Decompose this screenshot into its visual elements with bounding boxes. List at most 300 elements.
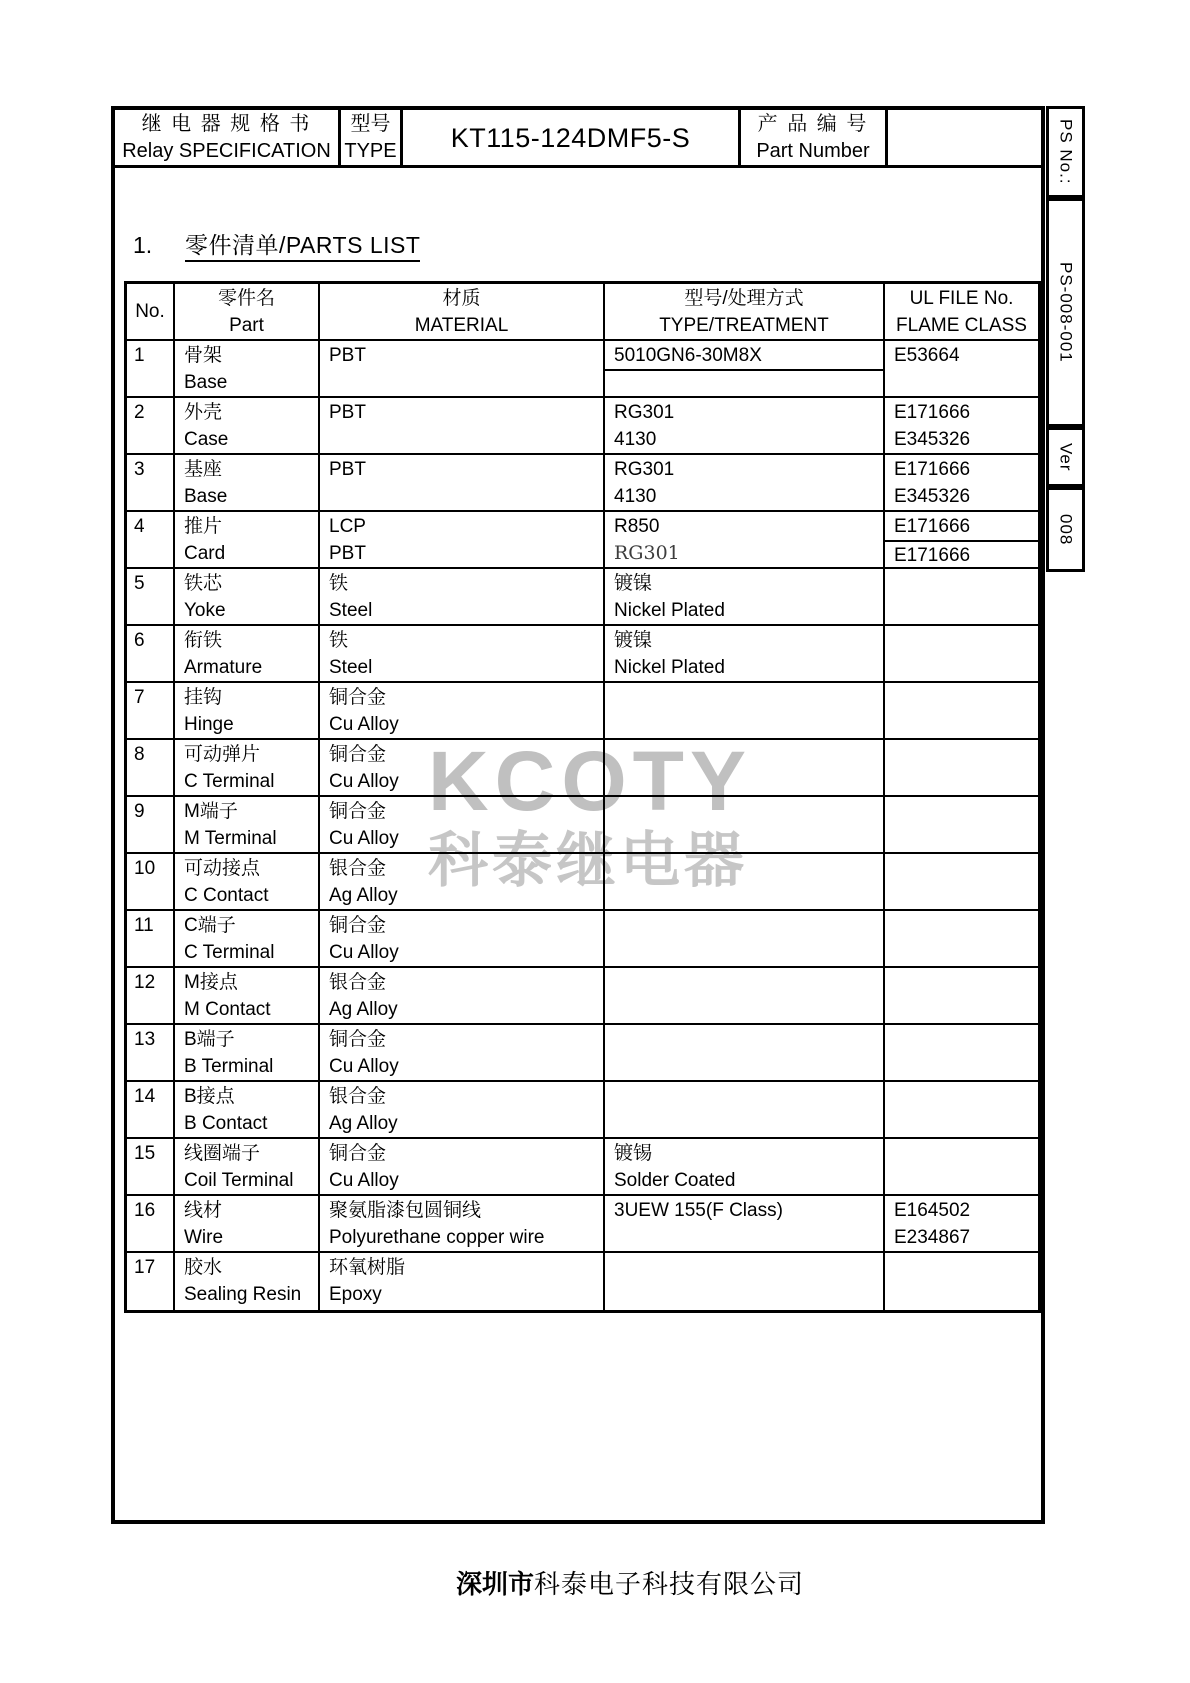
cell-part: [175, 455, 320, 510]
cell-text: E164502: [894, 1200, 971, 1221]
cell-text: 铜合金: [329, 1029, 387, 1050]
watermark-logo-text: KCOTY: [428, 734, 752, 828]
table-row: [127, 968, 1038, 1025]
type-value-cell: [403, 110, 741, 165]
cell-text: 4130: [614, 429, 657, 450]
cell-type: [605, 455, 885, 510]
cell-text: 镀镍: [614, 573, 653, 594]
cell-text: 基座: [184, 459, 223, 480]
relay-type-value: KT115-124DMF5-S: [450, 122, 691, 153]
row-number: 5: [134, 573, 145, 594]
sidebar-ver-value-box: [1046, 487, 1085, 572]
parts-table: [124, 281, 1041, 1313]
cell-text: M接点: [184, 972, 238, 993]
cell-type: [605, 341, 885, 396]
header-part-cn: 零件名: [217, 287, 275, 309]
cell-text: [605, 1281, 883, 1308]
cell-text: Cu Alloy: [329, 828, 399, 849]
cell-text: [605, 1053, 883, 1080]
cell-text: 镀镍: [614, 630, 653, 651]
row-number: 8: [134, 744, 145, 765]
cell-text: 铜合金: [329, 687, 387, 708]
cell-no: [127, 1082, 175, 1137]
cell-text: [885, 683, 1038, 711]
cell-text: 聚氨脂漆包圆铜线: [329, 1200, 482, 1221]
cell-part: [175, 740, 320, 795]
cell-text: Ag Alloy: [329, 885, 398, 906]
cell-text: PBT: [329, 459, 366, 480]
cell-ul: [885, 398, 1038, 453]
cell-text: 可动弹片: [184, 744, 261, 765]
watermark-cn-text: 科泰继电器: [428, 827, 748, 894]
cell-text: [605, 825, 883, 852]
row-number: 10: [134, 858, 156, 879]
cell-material: [320, 512, 605, 567]
cell-material: [320, 341, 605, 396]
cell-text: 5010GN6-30M8X: [605, 341, 883, 371]
cell-ul: [885, 569, 1038, 624]
cell-text: Ag Alloy: [329, 1113, 398, 1134]
cell-text: 镀锡: [614, 1143, 653, 1164]
cell-part: [175, 854, 320, 909]
cell-text: 推片: [184, 516, 223, 537]
footer-company-name: [0, 1564, 1190, 1601]
cell-no: [127, 854, 175, 909]
cell-text: Nickel Plated: [614, 657, 725, 678]
cell-text: 线圈端子: [184, 1143, 261, 1164]
cell-type: [605, 569, 885, 624]
cell-ul: [885, 626, 1038, 681]
row-number: 16: [134, 1200, 156, 1221]
cell-part: [175, 512, 320, 567]
sidebar-ver-label-box: [1046, 427, 1085, 487]
row-number: 3: [134, 459, 145, 480]
cell-text: 外壳: [184, 402, 223, 423]
cell-material: [320, 911, 605, 966]
cell-text: [885, 911, 1038, 939]
cell-text: 3UEW 155(F Class): [614, 1200, 783, 1221]
cell-material: [320, 797, 605, 852]
cell-text: C端子: [184, 915, 236, 936]
cell-text: 衔铁: [184, 630, 223, 651]
cell-no: [127, 341, 175, 396]
cell-text: 胶水: [184, 1257, 223, 1278]
cell-material: [320, 740, 605, 795]
section-title-text: 零件清单/PARTS LIST: [185, 232, 420, 262]
cell-text: Card: [184, 543, 226, 564]
table-row: [127, 1025, 1038, 1082]
cell-text: [605, 768, 883, 795]
header-type-en: TYPE/TREATMENT: [659, 314, 829, 336]
cell-text: [885, 825, 1038, 852]
cell-text: Epoxy: [329, 1284, 382, 1305]
cell-text: Steel: [329, 600, 373, 621]
table-header-row: [127, 284, 1038, 341]
cell-text: [885, 1139, 1038, 1167]
cell-type: [605, 398, 885, 453]
cell-text: [885, 996, 1038, 1023]
table-row: [127, 398, 1038, 455]
header-cell-material: [320, 284, 605, 339]
cell-part: [175, 683, 320, 738]
cell-text: C Terminal: [184, 771, 275, 792]
cell-ul: [885, 1082, 1038, 1137]
type-label-en: TYPE: [344, 140, 397, 162]
cell-text: Cu Alloy: [329, 1170, 399, 1191]
cell-part: [175, 569, 320, 624]
cell-text: Armature: [184, 657, 263, 678]
cell-no: [127, 740, 175, 795]
cell-text: [885, 654, 1038, 681]
cell-text: [320, 426, 603, 453]
cell-part: [175, 911, 320, 966]
cell-text: LCP: [329, 516, 366, 537]
ps-no-label: PS No.:: [1056, 119, 1076, 185]
cell-text: [605, 1025, 883, 1053]
cell-material: [320, 1082, 605, 1137]
cell-text: [605, 1082, 883, 1110]
row-number: 12: [134, 972, 156, 993]
cell-text: [885, 569, 1038, 597]
cell-text: [885, 797, 1038, 825]
cell-material: [320, 854, 605, 909]
cell-text: C Terminal: [184, 942, 275, 963]
cell-material: [320, 968, 605, 1023]
row-number: 6: [134, 630, 145, 651]
table-row: [127, 341, 1038, 398]
cell-text: Hinge: [184, 714, 234, 735]
section-number: 1.: [133, 232, 153, 258]
cell-text: [605, 1110, 883, 1137]
table-row: [127, 512, 1038, 569]
cell-text: RG301: [614, 459, 675, 480]
spec-title-en: Relay SPECIFICATION: [122, 140, 331, 162]
cell-text: R850: [614, 516, 660, 537]
cell-text: [885, 939, 1038, 966]
cell-text: [605, 1224, 883, 1251]
cell-no: [127, 569, 175, 624]
cell-text: [605, 683, 883, 711]
cell-text: [605, 740, 883, 768]
cell-material: [320, 455, 605, 510]
table-row: [127, 740, 1038, 797]
cell-text: Case: [184, 429, 229, 450]
row-number: 4: [134, 516, 145, 537]
cell-text: Cu Alloy: [329, 714, 399, 735]
cell-text: Nickel Plated: [614, 600, 725, 621]
cell-text: Base: [184, 486, 228, 507]
cell-ul: [885, 1139, 1038, 1194]
cell-type: [605, 626, 885, 681]
cell-material: [320, 683, 605, 738]
cell-text: 线材: [184, 1200, 223, 1221]
document-header: [115, 110, 1041, 168]
table-row: [127, 455, 1038, 512]
cell-text: [885, 968, 1038, 996]
cell-text: [605, 1253, 883, 1281]
cell-text: PBT: [329, 345, 366, 366]
cell-type: [605, 854, 885, 909]
cell-type: [605, 1253, 885, 1310]
row-number: 13: [134, 1029, 156, 1050]
cell-text: [885, 854, 1038, 882]
cell-text: [885, 1110, 1038, 1137]
cell-ul: [885, 1253, 1038, 1310]
table-row: [127, 1139, 1038, 1196]
cell-text: [885, 626, 1038, 654]
cell-text: [885, 882, 1038, 909]
row-number: 2: [134, 402, 145, 423]
cell-text: 银合金: [329, 1086, 387, 1107]
cell-text: 铜合金: [329, 915, 387, 936]
cell-text: [605, 371, 883, 396]
cell-no: [127, 1025, 175, 1080]
cell-no: [127, 911, 175, 966]
cell-text: [605, 854, 883, 882]
cell-no: [127, 455, 175, 510]
cell-text: E53664: [894, 345, 960, 366]
row-number: 1: [134, 345, 145, 366]
cell-type: [605, 797, 885, 852]
row-number: 11: [134, 915, 154, 936]
cell-text: E171666: [894, 459, 971, 480]
part-number-label-cn: 产 品 编 号: [757, 113, 869, 135]
cell-no: [127, 797, 175, 852]
cell-text: [885, 1053, 1038, 1080]
cell-text: B端子: [184, 1029, 235, 1050]
cell-ul: [885, 740, 1038, 795]
cell-material: [320, 569, 605, 624]
sidebar-ps-no-value-box: [1046, 198, 1085, 427]
ps-no-value: PS-008-001: [1056, 262, 1076, 363]
cell-part: [175, 341, 320, 396]
cell-text: PBT: [329, 543, 366, 564]
table-row: [127, 683, 1038, 740]
cell-text: Solder Coated: [614, 1170, 736, 1191]
cell-type: [605, 1025, 885, 1080]
header-cell-ul: [885, 284, 1038, 339]
row-number: 9: [134, 801, 145, 822]
cell-text: E234867: [894, 1227, 971, 1248]
cell-text: E171666: [894, 545, 971, 566]
cell-text: [320, 369, 603, 396]
part-number-label-en: Part Number: [756, 140, 870, 162]
cell-text: 骨架: [184, 345, 223, 366]
table-row: [127, 1196, 1038, 1253]
cell-no: [127, 1253, 175, 1310]
spec-title-cn: 继 电 器 规 格 书: [141, 113, 312, 135]
cell-ul: [885, 455, 1038, 510]
cell-no: [127, 683, 175, 738]
cell-text: 环氧树脂: [329, 1257, 406, 1278]
cell-text: RG301: [614, 402, 675, 423]
cell-text: Yoke: [184, 600, 226, 621]
cell-text: RG301: [614, 542, 680, 564]
cell-material: [320, 1196, 605, 1251]
cell-type: [605, 1139, 885, 1194]
cell-ul: [885, 1196, 1038, 1251]
cell-text: [885, 711, 1038, 738]
cell-text: Cu Alloy: [329, 771, 399, 792]
part-number-value-cell: [888, 110, 1041, 165]
cell-no: [127, 1139, 175, 1194]
cell-text: 可动接点: [184, 858, 261, 879]
cell-ul: [885, 341, 1038, 396]
header-cell-type: [605, 284, 885, 339]
cell-text: M Terminal: [184, 828, 277, 849]
cell-ul: [885, 968, 1038, 1023]
type-label-cell: [341, 110, 403, 165]
cell-text: Ag Alloy: [329, 999, 398, 1020]
table-row: [127, 854, 1038, 911]
type-label-cn: 型号: [350, 113, 391, 135]
header-cell-no: No.: [127, 284, 175, 339]
cell-text: E345326: [894, 486, 971, 507]
cell-ul: [885, 911, 1038, 966]
cell-text: 挂钩: [184, 687, 223, 708]
cell-ul: [885, 797, 1038, 852]
cell-no: [127, 626, 175, 681]
cell-text: [605, 711, 883, 738]
cell-text: M端子: [184, 801, 238, 822]
row-number: 17: [134, 1257, 156, 1278]
table-row: [127, 911, 1038, 968]
cell-type: [605, 683, 885, 738]
cell-no: [127, 1196, 175, 1251]
cell-text: B Terminal: [184, 1056, 274, 1077]
cell-text: [605, 968, 883, 996]
header-type-cn: 型号/处理方式: [684, 287, 804, 309]
cell-text: [605, 996, 883, 1023]
cell-text: Steel: [329, 657, 373, 678]
cell-ul: [885, 1025, 1038, 1080]
table-row: [127, 797, 1038, 854]
cell-text: [605, 797, 883, 825]
parts-table-body: [127, 341, 1038, 1310]
cell-part: [175, 1025, 320, 1080]
header-cell-part: [175, 284, 320, 339]
cell-text: 铜合金: [329, 1143, 387, 1164]
header-part-en: Part: [229, 314, 264, 336]
cell-part: [175, 1196, 320, 1251]
cell-type: [605, 740, 885, 795]
cell-ul: [885, 683, 1038, 738]
cell-material: [320, 1025, 605, 1080]
cell-material: [320, 626, 605, 681]
cell-type: [605, 968, 885, 1023]
cell-part: [175, 1253, 320, 1310]
header-ul-line2: FLAME CLASS: [896, 314, 1027, 336]
cell-text: [605, 939, 883, 966]
cell-type: [605, 911, 885, 966]
cell-text: [885, 740, 1038, 768]
row-number: 14: [134, 1086, 156, 1107]
cell-text: 铁: [329, 630, 349, 651]
spec-title-cell: [115, 110, 341, 165]
cell-part: [175, 626, 320, 681]
cell-text: [320, 483, 603, 510]
cell-type: [605, 1082, 885, 1137]
table-row: [127, 626, 1038, 683]
cell-part: [175, 797, 320, 852]
cell-part: [175, 1082, 320, 1137]
cell-text: [605, 911, 883, 939]
cell-text: Coil Terminal: [184, 1170, 294, 1191]
cell-text: Wire: [184, 1227, 224, 1248]
cell-text: B Contact: [184, 1113, 268, 1134]
cell-text: 银合金: [329, 972, 387, 993]
row-number: 7: [134, 687, 145, 708]
cell-text: 铜合金: [329, 801, 387, 822]
header-material-en: MATERIAL: [414, 314, 509, 336]
cell-text: [885, 1025, 1038, 1053]
cell-no: [127, 398, 175, 453]
cell-material: [320, 1253, 605, 1310]
cell-text: Polyurethane copper wire: [329, 1227, 545, 1248]
cell-type: [605, 1196, 885, 1251]
cell-text: E171666: [885, 512, 1038, 542]
cell-text: [885, 1253, 1038, 1281]
cell-part: [175, 398, 320, 453]
cell-text: Sealing Resin: [184, 1284, 302, 1305]
section-title: [133, 231, 420, 259]
footer-company-prefix: 深圳市: [455, 1569, 534, 1599]
cell-material: [320, 398, 605, 453]
table-row: [127, 569, 1038, 626]
row-number: 15: [134, 1143, 156, 1164]
header-ul-line1: UL FILE No.: [909, 287, 1014, 309]
cell-text: [885, 1082, 1038, 1110]
cell-text: [885, 1167, 1038, 1194]
cell-text: E171666: [894, 402, 971, 423]
cell-part: [175, 1139, 320, 1194]
cell-text: 铁芯: [184, 573, 223, 594]
cell-text: C Contact: [184, 885, 269, 906]
cell-text: 铁: [329, 573, 349, 594]
cell-text: [605, 882, 883, 909]
footer-company-rest: 科泰电子科技有限公司: [534, 1570, 805, 1600]
sidebar-ps-no-label-box: [1046, 106, 1085, 198]
part-number-label-cell: [741, 110, 888, 165]
ver-value: 008: [1056, 513, 1076, 546]
cell-no: [127, 968, 175, 1023]
cell-text: E345326: [894, 429, 971, 450]
cell-text: [885, 768, 1038, 795]
cell-text: Cu Alloy: [329, 1056, 399, 1077]
cell-text: [885, 369, 1038, 396]
header-material-cn: 材质: [442, 287, 481, 309]
cell-text: M Contact: [184, 999, 271, 1020]
ver-label: Ver: [1056, 442, 1076, 472]
cell-text: [885, 1281, 1038, 1308]
cell-material: [320, 1139, 605, 1194]
cell-text: 铜合金: [329, 744, 387, 765]
cell-type: [605, 512, 885, 567]
cell-ul: [885, 854, 1038, 909]
table-row: [127, 1253, 1038, 1310]
cell-text: B接点: [184, 1086, 235, 1107]
table-row: [127, 1082, 1038, 1139]
cell-text: Base: [184, 372, 228, 393]
cell-text: 银合金: [329, 858, 387, 879]
cell-text: [885, 597, 1038, 624]
cell-text: Cu Alloy: [329, 942, 399, 963]
cell-part: [175, 968, 320, 1023]
cell-text: PBT: [329, 402, 366, 423]
cell-no: [127, 512, 175, 567]
cell-ul: [885, 512, 1038, 567]
cell-text: 4130: [614, 486, 657, 507]
